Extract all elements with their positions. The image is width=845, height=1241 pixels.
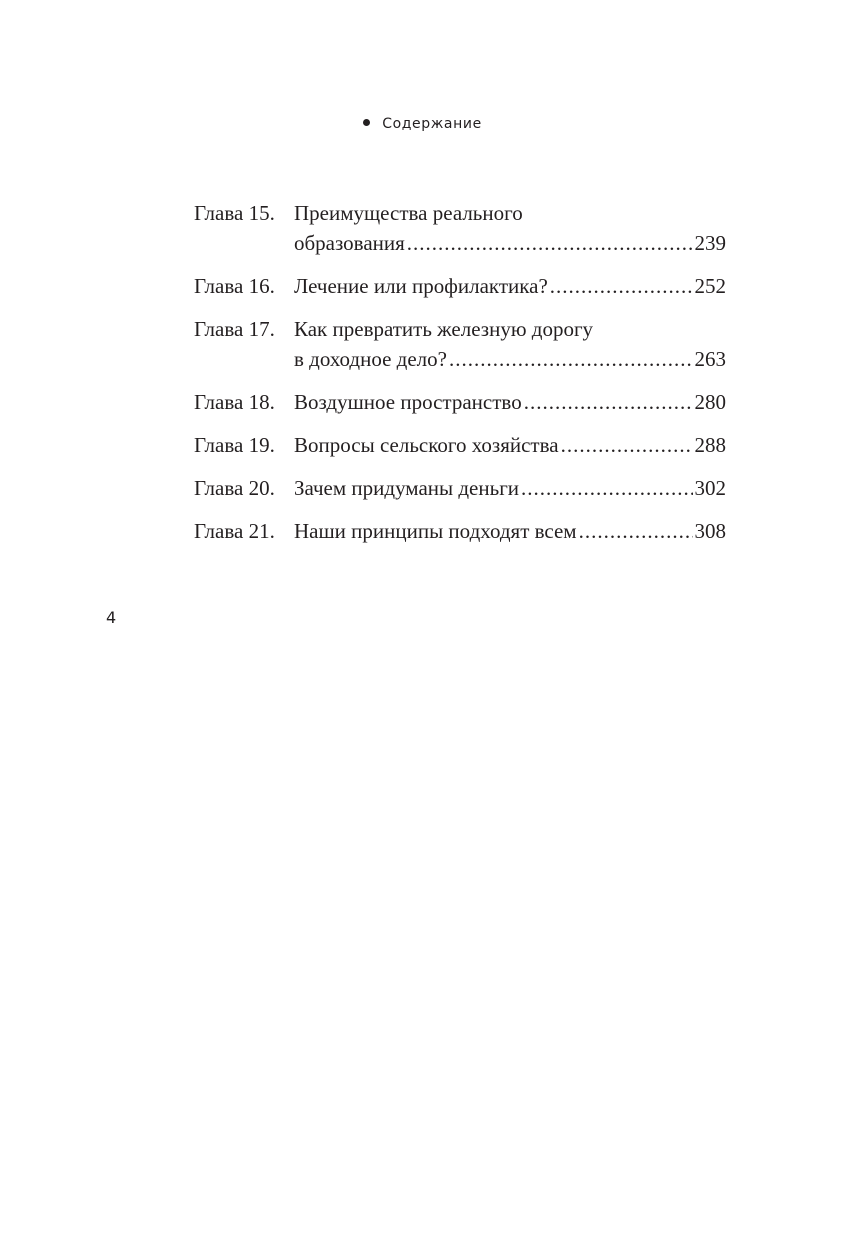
chapter-title: Наши принципы подходят всем <box>294 519 577 543</box>
chapter-title-line2: в доходное дело? <box>294 347 447 371</box>
running-header <box>0 116 845 132</box>
page-ref: 252 <box>694 274 726 298</box>
toc-entry-chapter-18[interactable] <box>194 387 726 417</box>
toc-entry-chapter-17[interactable] <box>194 314 726 374</box>
chapter-title: Лечение или профилактика? <box>294 274 548 298</box>
chapter-title: Вопросы сельского хозяйства <box>294 433 559 457</box>
page-ref: 308 <box>694 519 726 543</box>
table-of-contents <box>194 198 726 559</box>
toc-entry-chapter-21[interactable] <box>194 516 726 546</box>
toc-title-line <box>294 473 726 503</box>
dot-leader <box>561 430 693 460</box>
page-ref: 288 <box>694 433 726 457</box>
page-ref: 280 <box>694 390 726 414</box>
chapter-title-line2: образования <box>294 231 405 255</box>
chapter-label: Глава 16. <box>194 274 275 298</box>
dot-leader <box>407 228 693 258</box>
toc-entry-chapter-19[interactable] <box>194 430 726 460</box>
dot-leader <box>524 387 693 417</box>
dot-leader <box>521 473 692 503</box>
dot-leader <box>550 271 693 301</box>
chapter-title-line1: Преимущества реального <box>294 201 523 225</box>
chapter-label: Глава 19. <box>194 433 275 457</box>
dot-leader <box>579 516 693 546</box>
toc-title-line <box>294 430 726 460</box>
chapter-title-line1: Как превратить железную дорогу <box>294 317 594 341</box>
toc-title-line <box>294 228 726 258</box>
chapter-label: Глава 15. <box>194 201 275 225</box>
chapter-title: Зачем придуманы деньги <box>294 476 520 500</box>
dot-leader <box>449 344 693 374</box>
toc-title-line <box>294 198 726 228</box>
header-title: Содержание <box>382 116 482 132</box>
page-number: 4 <box>106 608 117 627</box>
toc-entry-chapter-16[interactable] <box>194 271 726 301</box>
toc-title-line <box>294 387 726 417</box>
toc-title-line <box>294 271 726 301</box>
toc-title-line <box>294 314 726 344</box>
chapter-title: Воздушное пространство <box>294 390 522 414</box>
toc-entry-chapter-15[interactable] <box>194 198 726 258</box>
toc-title-line <box>294 516 726 546</box>
page-ref: 302 <box>694 476 726 500</box>
chapter-label: Глава 20. <box>194 476 275 500</box>
chapter-label: Глава 17. <box>194 317 275 341</box>
bullet-icon <box>363 119 370 126</box>
chapter-label: Глава 18. <box>194 390 275 414</box>
page-ref: 263 <box>694 347 726 371</box>
page-ref: 239 <box>694 231 726 255</box>
chapter-label: Глава 21. <box>194 519 275 543</box>
toc-title-line <box>294 344 726 374</box>
toc-entry-chapter-20[interactable] <box>194 473 726 503</box>
